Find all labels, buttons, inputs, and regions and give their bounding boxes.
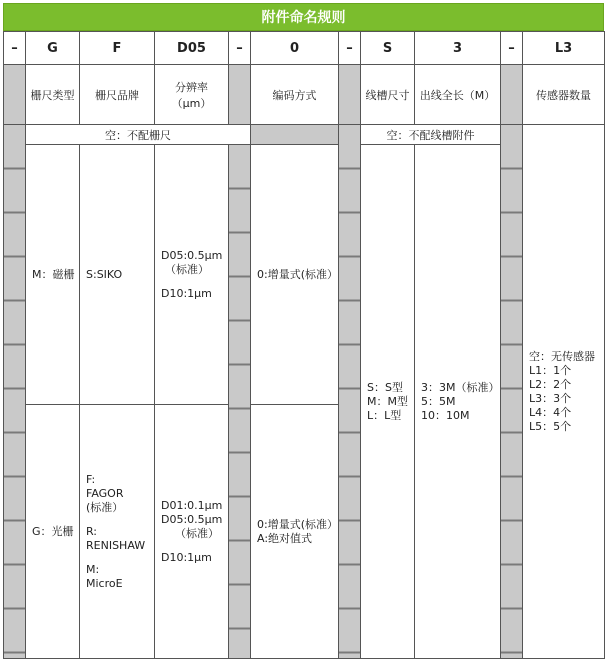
optical-brand-code: F: [86,472,96,486]
code-scale-type: G [26,32,80,65]
label-resolution-text: 分辨率 [175,80,208,94]
optical-brand-name: RENISHAW [86,538,146,552]
separator-cell [339,65,361,125]
sensor-option: L1：1个 [529,363,572,377]
separator-column [501,125,523,659]
optical-resolution-value: D01:0.1μm [161,498,223,512]
optical-brand-name: MicroE [86,576,123,590]
label-scale-brand: 栅尺品牌 [80,65,155,125]
length-option: 3：3M（标准） [421,380,500,394]
code-separator: – [501,32,523,65]
slot-options [361,145,415,659]
sheet-title: 附件命名规则 [3,3,604,31]
magnetic-type: M：磁栅 [26,145,80,405]
optical-encoding-option: A:绝对值式 [257,531,313,545]
optical-type: G：光栅 [26,405,80,659]
optical-resolution [155,405,229,659]
sensor-option: 空：无传感器 [529,349,595,363]
label-slot-size: 线槽尺寸 [361,65,415,125]
separator-cell [501,65,523,125]
optical-resolution-default: （标准） [175,526,219,540]
magnetic-encoding: 0:增量式(标准） [251,145,339,405]
length-options [415,145,501,659]
optical-resolution-value: D10:1μm [161,550,212,564]
length-option: 5：5M [421,394,456,408]
sensor-option: L3：3个 [529,391,572,405]
empty-option-row [4,125,605,145]
code-resolution: D05 [155,32,229,65]
magnetic-brand: S:SIKO [80,145,155,405]
optical-encoding [251,405,339,659]
sensor-option: L2：2个 [529,377,572,391]
separator-cell [229,65,251,125]
sensor-option: L4：4个 [529,405,572,419]
optical-encoding-option: 0:增量式(标准） [257,517,338,531]
code-separator: – [4,32,26,65]
code-scale-brand: F [80,32,155,65]
label-resolution [155,65,229,125]
code-separator: – [339,32,361,65]
code-separator: – [229,32,251,65]
no-slot-note: 空：不配线槽附件 [361,125,501,145]
code-encoding: 0 [251,32,339,65]
label-sensor-count: 传感器数量 [523,65,605,125]
label-resolution-unit: （μm） [171,96,212,110]
magnetic-resolution-value: D10:1μm [161,286,212,300]
optical-brand-default: (标准） [86,500,124,514]
optical-brand-name: FAGOR [86,486,124,500]
no-scale-note: 空：不配栅尺 [26,125,251,145]
code-slot-size: S [361,32,415,65]
magnetic-resolution-default: （标准） [165,262,209,276]
label-scale-type: 栅尺类型 [26,65,80,125]
optical-resolution-value: D05:0.5μm [161,512,223,526]
code-cable-length: 3 [415,32,501,65]
slot-option: L：L型 [367,408,402,422]
separator-column [229,145,251,659]
optical-brand-code: R: [86,524,98,538]
magnetic-resolution-value: D05:0.5μm [161,248,223,262]
separator-cell [4,65,26,125]
code-sensor-count: L3 [523,32,605,65]
optical-brands [80,405,155,659]
field-label-row [4,65,605,125]
code-header-row [4,32,605,65]
separator-column [339,125,361,659]
separator-column [4,125,26,659]
sensor-options [523,125,605,659]
naming-rules-table [3,31,605,659]
slot-option: S：S型 [367,380,403,394]
slot-option: M：M型 [367,394,408,408]
magnetic-resolution [155,145,229,405]
separator-cell [251,125,339,145]
label-cable-length: 出线全长（M） [415,65,501,125]
length-option: 10：10M [421,408,470,422]
sensor-option: L5：5个 [529,419,572,433]
label-encoding: 编码方式 [251,65,339,125]
optical-brand-code: M: [86,562,100,576]
